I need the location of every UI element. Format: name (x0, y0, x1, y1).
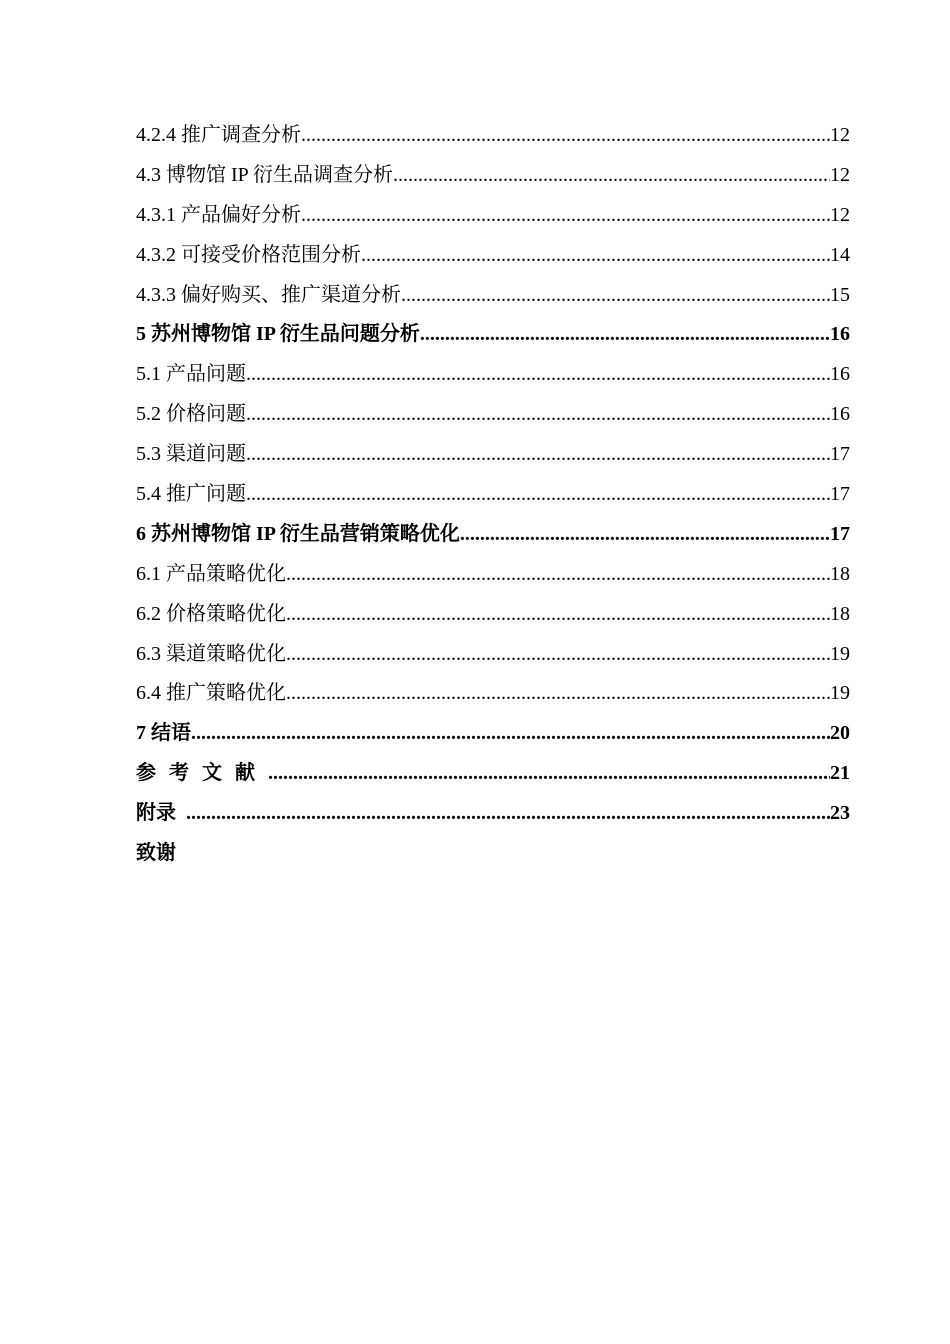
toc-entry-title: 附录 (136, 802, 176, 825)
toc-entry-title: 4.3.1 产品偏好分析 (136, 203, 301, 226)
toc-dot-leader (246, 355, 830, 395)
toc-chapter-entry[interactable] (136, 714, 850, 754)
toc-entry-title: 4.3.3 偏好购买、推广渠道分析 (136, 283, 401, 306)
toc-dot-leader (361, 236, 830, 276)
toc-entry-title: 5.1 产品问题 (136, 363, 246, 386)
toc-entry[interactable] (136, 475, 850, 515)
toc-entry[interactable] (136, 395, 850, 435)
toc-dot-leader (301, 116, 830, 156)
toc-dot-leader (301, 196, 830, 236)
toc-entry-page: 16 (830, 323, 850, 346)
toc-chapter-entry[interactable] (136, 794, 850, 834)
toc-entry-title: 6 苏州博物馆 IP 衍生品营销策略优化 (136, 522, 460, 545)
toc-dot-leader (191, 714, 830, 754)
toc-entry-page: 18 (830, 602, 850, 625)
toc-entry[interactable] (136, 555, 850, 595)
toc-entry-title: 6.1 产品策略优化 (136, 562, 286, 585)
toc-entry-page: 16 (830, 363, 850, 386)
toc-entry-title: 6.3 渠道策略优化 (136, 642, 286, 665)
toc-entry-title: 4.2.4 推广调查分析 (136, 124, 301, 146)
table-of-contents (136, 116, 850, 874)
toc-entry-title: 6.2 价格策略优化 (136, 602, 286, 625)
toc-dot-leader (286, 595, 830, 635)
toc-entry[interactable] (136, 674, 850, 714)
toc-entry-page: 18 (830, 562, 850, 585)
toc-chapter-entry[interactable] (136, 834, 850, 874)
toc-dot-leader (401, 276, 830, 316)
toc-entry[interactable] (136, 156, 850, 196)
toc-dot-leader (286, 555, 830, 595)
toc-dot-leader (246, 435, 830, 475)
toc-entry-page: 12 (830, 203, 850, 226)
toc-entry-page: 12 (830, 124, 850, 146)
toc-entry-page: 12 (830, 163, 850, 186)
toc-entry-page: 17 (830, 483, 850, 506)
toc-entry-title: 5.2 价格问题 (136, 403, 246, 426)
toc-dot-leader (268, 754, 830, 794)
toc-entry-title: 致谢 (136, 842, 176, 865)
toc-dot-leader (286, 635, 830, 675)
toc-chapter-entry[interactable] (136, 515, 850, 555)
toc-entry-title: 4.3 博物馆 IP 衍生品调查分析 (136, 163, 394, 186)
toc-entry-page: 14 (830, 243, 850, 266)
toc-dot-leader (186, 794, 830, 834)
toc-entry[interactable] (136, 196, 850, 236)
toc-entry-title: 5.4 推广问题 (136, 483, 246, 506)
toc-dot-leader (420, 315, 830, 355)
toc-entry-title: 5.3 渠道问题 (136, 443, 246, 466)
toc-dot-leader (246, 475, 830, 515)
toc-entry[interactable] (136, 355, 850, 395)
toc-entry-page: 17 (830, 443, 850, 466)
toc-entry[interactable] (136, 276, 850, 316)
toc-entry-page: 17 (830, 522, 850, 545)
toc-entry-page: 15 (830, 283, 850, 306)
toc-entry-title: 6.4 推广策略优化 (136, 682, 286, 705)
toc-chapter-entry[interactable] (136, 754, 850, 794)
toc-entry-page: 21 (830, 762, 850, 785)
toc-entry-title: 7 结语 (136, 722, 191, 745)
toc-entry[interactable] (136, 635, 850, 675)
toc-entry-title: 4.3.2 可接受价格范围分析 (136, 243, 361, 266)
toc-entry-page: 16 (830, 403, 850, 426)
toc-entry-page: 23 (830, 802, 850, 825)
toc-entry-title: 5 苏州博物馆 IP 衍生品问题分析 (136, 323, 420, 346)
toc-entry[interactable] (136, 236, 850, 276)
toc-entry-page: 19 (830, 682, 850, 705)
toc-entry[interactable] (136, 435, 850, 475)
toc-entry[interactable] (136, 116, 850, 156)
toc-chapter-entry[interactable] (136, 315, 850, 355)
toc-dot-leader (393, 156, 830, 196)
toc-entry-title: 参考文献 (136, 762, 268, 785)
toc-entry-page: 19 (830, 642, 850, 665)
toc-dot-leader (286, 674, 830, 714)
toc-dot-leader (460, 515, 830, 555)
toc-entry[interactable] (136, 595, 850, 635)
toc-dot-leader (246, 395, 830, 435)
toc-entry-page: 20 (830, 722, 850, 745)
